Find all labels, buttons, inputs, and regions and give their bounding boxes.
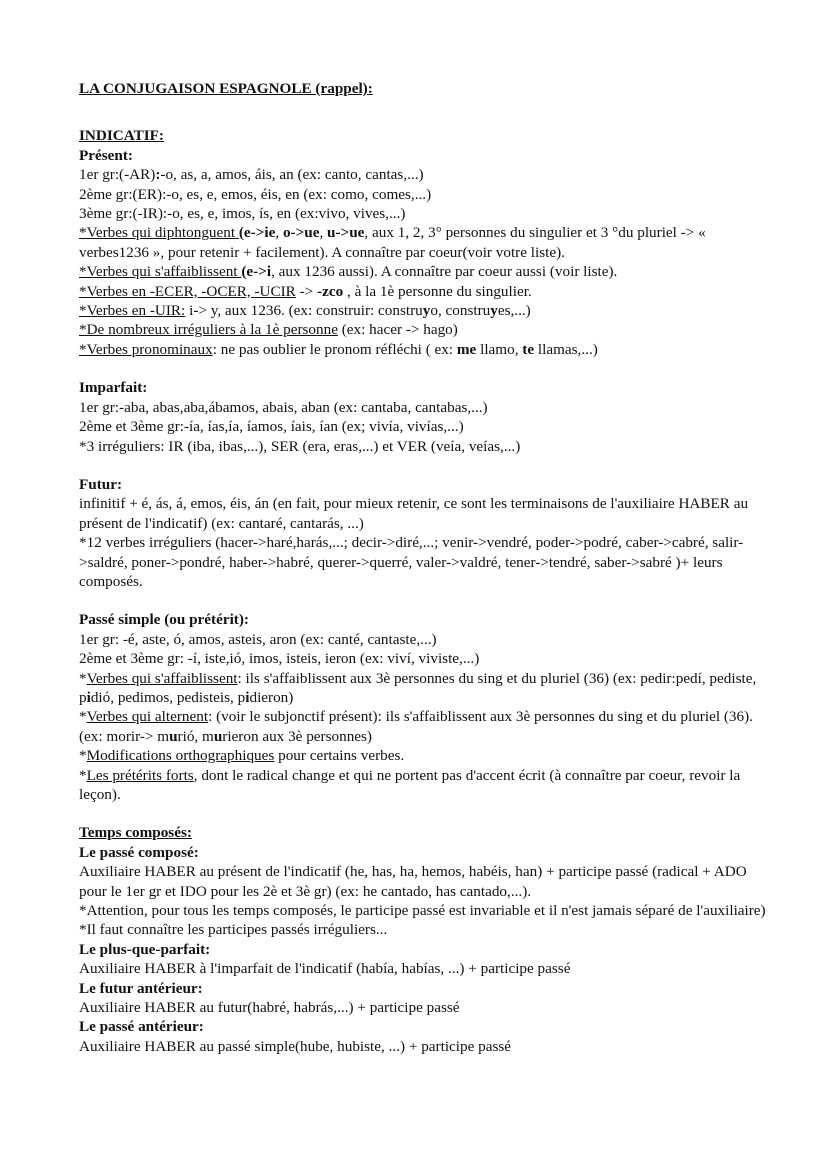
heading-plus-que-parfait: Le plus-que-parfait: <box>79 940 211 958</box>
passe-compose-participles: *Il faut connaître les participes passés irréguliers... <box>79 921 388 939</box>
heading-futur-anterieur: Le futur antérieur: <box>79 979 203 997</box>
heading-imparfait: Imparfait: <box>79 379 148 397</box>
imparfait-group23: 2ème et 3ème gr:-ía, ías,ía, íamos, íais, ían (ex; vivía, vivías,...) <box>79 418 464 436</box>
passe-simple-group1: 1er gr: -é, aste, ó, amos, asteis, aron (ex: canté, cantaste,...) <box>79 630 437 648</box>
document-title: LA CONJUGAISON ESPAGNOLE (rappel): <box>79 80 373 97</box>
heading-passe-compose: Le passé composé: <box>79 843 199 861</box>
plus-que-parfait-rule: Auxiliaire HABER à l'imparfait de l'indicatif (había, habías, ...) + participe passé <box>79 960 571 978</box>
present-irregular-rule: *De nombreux irréguliers à la 1è personne (ex: hacer -> hago) <box>79 321 458 339</box>
heading-passe-simple: Passé simple (ou prétérit): <box>79 611 249 629</box>
heading-temps-composes: Temps composés: <box>79 824 192 842</box>
futur-anterieur-rule: Auxiliaire HABER au futur(habré, habrás,...) + participe passé <box>79 999 460 1017</box>
passe-simple-strong-preterits: *Les prétérits forts, dont le radical change et qui ne portent pas d'accent écrit (à connaître par coeur, revoir la leçon). <box>79 766 741 803</box>
passe-compose-rule: Auxiliaire HABER au présent de l'indicatif (he, has, ha, hemos, habéis, han) + participe passé (radical + ADO pour le 1er gr et IDO pour les 2è et 3è gr) (ex: he cantado, has cantado,...). <box>79 863 747 900</box>
passe-simple-group23: 2ème et 3ème gr: -í, iste,ió, imos, isteis, ieron (ex: viví, viviste,...) <box>79 650 480 668</box>
section-heading-indicatif: INDICATIF: <box>79 127 164 145</box>
heading-futur: Futur: <box>79 475 123 493</box>
imparfait-irregular: *3 irréguliers: IR (iba, ibas,...), SER (era, eras,...) et VER (veía, veías,...) <box>79 437 521 455</box>
present-pronominal-rule: *Verbes pronominaux: ne pas oublier le pronom réfléchi ( ex: me llamo, te llamas,...) <box>79 340 598 358</box>
futur-rule: infinitif + é, ás, á, emos, éis, án (en fait, pour mieux retenir, ce sont les terminaisons de l'auxiliaire HABER au présent de l'indicatif) (ex: cantaré, cantarás, ...) <box>79 495 749 532</box>
passe-compose-attention: *Attention, pour tous les temps composés, le participe passé est invariable et il n'est jamais séparé de l'auxiliaire) <box>79 902 766 920</box>
present-group3: 3ème gr:(-IR):-o, es, e, imos, ís, en (ex:vivo, vives,...) <box>79 205 406 223</box>
passe-anterieur-rule: Auxiliaire HABER au passé simple(hube, hubiste, ...) + participe passé <box>79 1037 512 1055</box>
present-uir-rule: *Verbes en -UIR: i-> y, aux 1236. (ex: construir: construyo, construyes,...) <box>79 302 531 320</box>
futur-irregular: *12 verbes irréguliers (hacer->haré,harás,...; decir->diré,...; venir->vendré, poder->podré, caber->cabré, salir->saldré, poner->pondré, haber->habré, querer->querré, valer->valdré, tener->tendré, saber->sabré )+ leurs composés. <box>79 534 744 590</box>
present-weakening-rule: *Verbes qui s'affaiblissent (e->i, aux 1236 aussi). A connaître par coeur aussi (voir liste). <box>79 263 618 281</box>
present-group2: 2ème gr:(ER):-o, es, e, emos, éis, en (ex: como, comes,...) <box>79 185 432 203</box>
heading-present: Présent: <box>79 146 133 164</box>
present-ecer-rule: *Verbes en -ECER, -OCER, -UCIR -> -zco , à la 1è personne du singulier. <box>79 282 532 300</box>
present-group1: 1er gr:(-AR):-o, as, a, amos, áis, an (ex: canto, cantas,...) <box>79 166 424 184</box>
passe-simple-weakening: *Verbes qui s'affaiblissent: ils s'affaiblissent aux 3è personnes du sing et du pluriel (36) (ex: pedir:pedí, pediste, pidió, pedimos, pedisteis, pidieron) <box>79 669 757 706</box>
imparfait-group1: 1er gr:-aba, abas,aba,ábamos, abais, aban (ex: cantaba, cantabas,...) <box>79 398 488 416</box>
present-diphtong-rule: *Verbes qui diphtonguent (e->ie, o->ue, u->ue, aux 1, 2, 3° personnes du singulier et 3 °du pluriel -> « verbes1236 », pour retenir + facilement). A connaître par coeur(voir votre liste). <box>79 224 706 261</box>
passe-simple-orthographic: *Modifications orthographiques pour certains verbes. <box>79 747 405 765</box>
heading-passe-anterieur: Le passé antérieur: <box>79 1018 204 1036</box>
passe-simple-alternating: *Verbes qui alternent: (voir le subjonctif présent): ils s'affaiblissent aux 3è personnes du sing et du pluriel (36).(ex: morir-> murió, murieron aux 3è personnes) <box>79 708 753 745</box>
